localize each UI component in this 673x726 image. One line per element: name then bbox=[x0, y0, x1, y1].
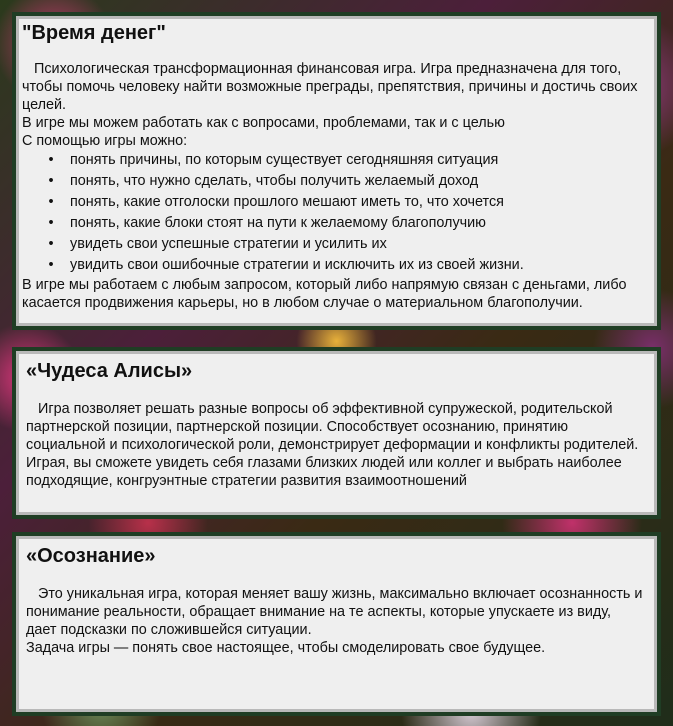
game-card-alice-wonders bbox=[12, 347, 661, 519]
game-title: «Осознание» bbox=[26, 545, 156, 567]
game-description bbox=[22, 60, 643, 324]
bullet-icon: • bbox=[48, 152, 54, 168]
game-description bbox=[26, 585, 645, 706]
game-title: «Чудеса Алисы» bbox=[26, 360, 193, 382]
list-item: • понять, что нужно сделать, чтобы получить желаемый доход bbox=[22, 171, 643, 192]
game-card-time-of-money bbox=[12, 12, 661, 330]
description-paragraph: Задача игры — понять свое настоящее, чтобы смоделировать свое будущее. bbox=[26, 640, 546, 656]
bullet-icon: • bbox=[48, 194, 54, 210]
description-paragraph: Это уникальная игра, которая меняет вашу жизнь, максимально включает осознанность и понимание реальности, обращает внимание на те аспекты, которые упускаете из виду, дает подсказки по сложившейся ситуации. bbox=[26, 586, 643, 638]
bullet-icon: • bbox=[48, 173, 54, 189]
game-description bbox=[26, 400, 645, 509]
list-item: • понять, какие отголоски прошлого мешают иметь то, что хочется bbox=[22, 192, 643, 213]
paragraph-line: С помощью игры можно: bbox=[22, 133, 188, 149]
bullet-icon: • bbox=[48, 215, 54, 231]
description-paragraph: Игра позволяет решать разные вопросы об эффективной супружеской, родительской партнерской позиции, партнерской позиции. Способствует осознанию, принятию социальной и психологической роли, демонстрирует деформации и конфликты родителей. Играя, вы сможете увидеть себя глазами близких людей или коллег и выбрать наиболее подходящие, конгруэнтные стратегии развития взаимоотношений bbox=[26, 401, 639, 489]
game-title: "Время денег" bbox=[22, 22, 166, 44]
game-card-awareness bbox=[12, 532, 661, 716]
list-item: • понять причины, по которым существует сегодняшняя ситуация bbox=[22, 150, 643, 171]
benefits-list bbox=[22, 150, 643, 276]
list-item: • увидеть свои успешные стратегии и усилить их bbox=[22, 234, 643, 255]
intro-paragraph: Психологическая трансформационная финансовая игра. Игра предназначена для того, чтобы помочь человеку найти возможные преграды, препятствия, причины и достичь своих целей. bbox=[22, 61, 638, 113]
bullet-icon: • bbox=[48, 257, 54, 273]
list-item: • понять, какие блоки стоят на пути к желаемому благополучию bbox=[22, 213, 643, 234]
list-item: • увидить свои ошибочные стратегии и исключить их из своей жизни. bbox=[22, 255, 643, 276]
bullet-icon: • bbox=[48, 236, 54, 252]
outro-paragraph: В игре мы работаем с любым запросом, который либо напрямую связан с деньгами, либо касается продвижения карьеры, но в любом случае о материальном благополучии. bbox=[22, 277, 627, 311]
paragraph-line: В игре мы можем работать как с вопросами, проблемами, так и с целью bbox=[22, 115, 505, 131]
